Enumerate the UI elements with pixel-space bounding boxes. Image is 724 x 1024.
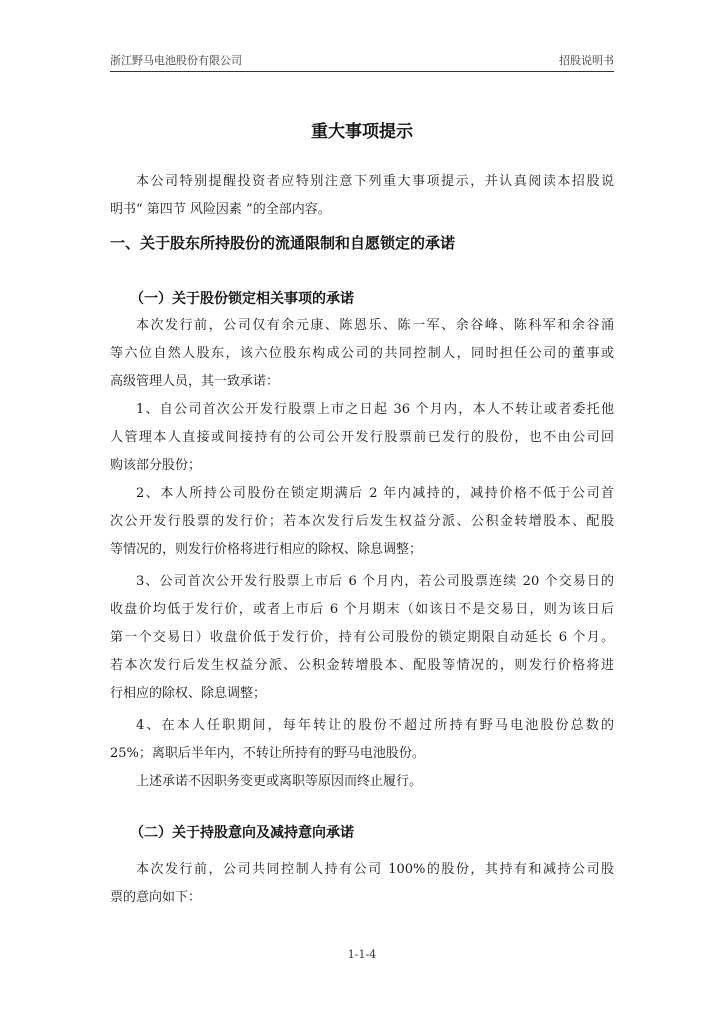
header-company-name: 浙江野马电池股份有限公司: [110, 54, 242, 67]
body-line: 本次发行前，公司仅有余元康、陈恩乐、陈一军、余谷峰、陈科军和余谷涌: [136, 318, 614, 333]
body-line: 高级管理人员，其一致承诺：: [110, 374, 280, 389]
page-header: [110, 51, 614, 72]
header-document-type: 招股说明书: [559, 54, 614, 67]
body-line: 等情况的，则发行价格将进行相应的除权、除息调整；: [110, 542, 423, 557]
body-line: 本次发行前，公司共同控制人持有公司 100%的股份，其持有和减持公司股: [136, 862, 614, 877]
body-line: 4、在本人任职期间，每年转让的股份不超过所持有野马电池股份总数的: [136, 718, 614, 733]
body-line: 购该部分股份；: [110, 458, 202, 473]
body-line: 人管理本人直接或间接持有的公司公开发行股票前已发行的股份，也不由公司回: [110, 430, 614, 445]
body-line: 收盘价均低于发行价，或者上市后 6 个月期末（如该日不是交易日，则为该日后: [110, 602, 614, 617]
page-number: 1-1-4: [347, 948, 377, 961]
body-line: 3、公司首次公开发行股票上市后 6 个月内，若公司股票连续 20 个交易日的: [136, 574, 614, 589]
body-line: 等六位自然人股东，该六位股东构成公司的共同控制人，同时担任公司的董事或: [110, 346, 614, 361]
subsection-heading: （一）关于股份锁定相关事项的承诺: [130, 291, 354, 307]
body-line: 若本次发行后发生权益分派、公积金转增股本、配股等情况的，则发行价格将进: [110, 658, 614, 673]
section-heading: 一、关于股东所持股份的流通限制和自愿锁定的承诺: [110, 234, 456, 252]
body-line: 25%；离职后半年内，不转让所持有的野马电池股份。: [110, 746, 425, 761]
body-line: 上述承诺不因职务变更或离职等原因而终止履行。: [136, 774, 423, 789]
subsection-heading: （二）关于持股意向及减持意向承诺: [130, 825, 354, 841]
body-line: 行相应的除权、除息调整；: [110, 686, 267, 701]
body-line: 第一个交易日）收盘价低于发行价，持有公司股份的锁定期限自动延长 6 个月。: [110, 630, 614, 645]
body-line: 次公开发行股票的发行价；若本次发行后发生权益分派、公积金转增股本、配股: [110, 514, 614, 529]
body-line: 2、本人所持公司股份在锁定期满后 2 年内减持的，减持价格不低于公司首: [136, 486, 614, 501]
body-line: 票的意向如下：: [110, 890, 202, 905]
page-title: 重大事项提示: [311, 122, 413, 142]
body-line: 1、自公司首次公开发行股票上市之日起 36 个月内，本人不转让或者委托他: [136, 402, 614, 417]
intro-line: 本公司特别提醒投资者应特别注意下列重大事项提示，并认真阅读本招股说: [136, 174, 614, 189]
intro-line: 明书“ 第四节 风险因素 ”的全部内容。: [110, 202, 331, 217]
